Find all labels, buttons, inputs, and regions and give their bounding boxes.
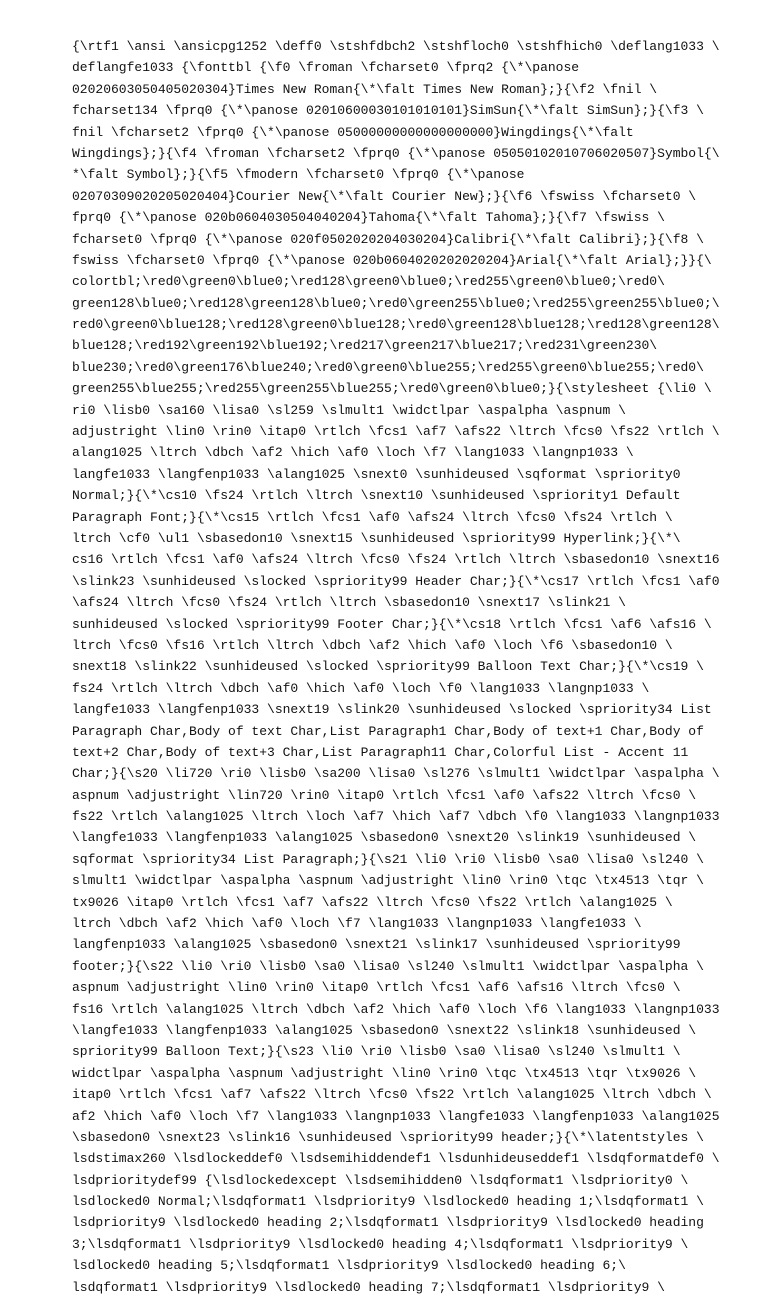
text-line: langfenp1033 \alang1025 \sbasedon0 \snext21 \slink17 \sunhideused \spriority99 [72,937,681,953]
text-line: fs16 \rtlch \alang1025 \ltrch \dbch \af2 \hich \af0 \loch \f6 \lang1033 \langnp1033 [72,1001,720,1017]
text-line: lsdqformat1 \lsdpriority9 \lsdlocked0 heading 7;\lsdqformat1 \lsdpriority9 \ [72,1279,665,1295]
text-line: 02020603050405020304}Times New Roman{\*\falt Times New Roman};}{\f2 \fnil \ [72,81,658,97]
text-line: af2 \hich \af0 \loch \f7 \lang1033 \langnp1033 \langfe1033 \langfenp1033 \alang1025 [72,1108,720,1124]
text-line: ltrch \cf0 \ul1 \sbasedon10 \snext15 \sunhideused \spriority99 Hyperlink;}{\*\ [72,530,681,546]
text-line: slmult1 \widctlpar \aspalpha \aspnum \adjustright \lin0 \rin0 \tqc \tx4513 \tqr \ [72,873,704,889]
text-line: deflangfe1033 {\fonttbl {\f0 \froman \fcharset0 \fprq2 {\*\panose [72,60,580,76]
text-line: fnil \fcharset2 \fprq0 {\*\panose 05000000000000000000}Wingdings{\*\falt [72,124,634,140]
text-line: fs22 \rtlch \alang1025 \ltrch \loch \af7 \hich \af7 \dbch \f0 \lang1033 \langnp1033 [72,809,720,825]
text-line: langfe1033 \langfenp1033 \snext19 \slink20 \sunhideused \slocked \spriority34 List [72,702,712,718]
text-line: fcharset134 \fprq0 {\*\panose 02010600030101010101}SimSun{\*\falt SimSun};}{\f3 \ [72,103,704,119]
text-line: text+2 Char,Body of text+3 Char,List Paragraph11 Char,Colorful List - Accent 11 [72,744,689,760]
text-line: \afs24 \ltrch \fcs0 \fs24 \rtlch \ltrch \sbasedon10 \snext17 \slink21 \ [72,595,626,611]
text-line: \langfe1033 \langfenp1033 \alang1025 \sbasedon0 \snext20 \slink19 \sunhideused \ [72,830,697,846]
text-line: lsdlocked0 heading 5;\lsdqformat1 \lsdpriority9 \lsdlocked0 heading 6;\ [72,1258,626,1274]
text-line: aspnum \adjustright \lin720 \rin0 \itap0 \rtlch \fcs1 \af0 \afs22 \ltrch \fcs0 \ [72,787,697,803]
text-line: 3;\lsdqformat1 \lsdpriority9 \lsdlocked0 heading 4;\lsdqformat1 \lsdpriority9 \ [72,1236,689,1252]
text-line: langfe1033 \langfenp1033 \alang1025 \snext0 \sunhideused \sqformat \spriority0 [72,466,681,482]
text-line: red0\green0\blue128;\red128\green0\blue128;\red0\green128\blue128;\red128\green128\ [72,317,720,333]
text-line: Paragraph Font;}{\*\cs15 \rtlch \fcs1 \af0 \afs24 \ltrch \fcs0 \fs24 \rtlch \ [72,509,673,525]
text-line: lsdprioritydef99 {\lsdlockedexcept \lsdsemihidden0 \lsdqformat1 \lsdpriority0 \ [72,1172,689,1188]
text-line: spriority99 Balloon Text;}{\s23 \li0 \ri0 \lisb0 \sa0 \lisa0 \sl240 \slmult1 \ [72,1044,681,1060]
text-line: fswiss \fcharset0 \fprq0 {\*\panose 020b0604020202020204}Arial{\*\falt Arial};}}{\ [72,252,712,268]
text-line: alang1025 \ltrch \dbch \af2 \hich \af0 \loch \f7 \lang1033 \langnp1033 \ [72,445,634,461]
text-line: 02070309020205020404}Courier New{\*\falt Courier New};}{\f6 \fswiss \fcharset0 \ [72,188,697,204]
text-line: ltrch \dbch \af2 \hich \af0 \loch \f7 \lang1033 \langnp1033 \langfe1033 \ [72,916,642,932]
text-line: Wingdings};}{\f4 \froman \fcharset2 \fprq0 {\*\panose 05050102010706020507}Symbol{\ [72,145,720,161]
text-line: fcharset0 \fprq0 {\*\panose 020f0502020204030204}Calibri{\*\falt Calibri};}{\f8 \ [72,231,704,247]
text-line: adjustright \lin0 \rin0 \itap0 \rtlch \fcs1 \af7 \afs22 \ltrch \fcs0 \fs22 \rtlch \ [72,424,720,440]
text-line: green128\blue0;\red128\green128\blue0;\red0\green255\blue0;\red255\green255\blue0;\ [72,295,720,311]
text-line: ri0 \lisb0 \sa160 \lisa0 \sl259 \slmult1 \widctlpar \aspalpha \aspnum \ [72,402,626,418]
text-line: widctlpar \aspalpha \aspnum \adjustright \lin0 \rin0 \tqc \tx4513 \tqr \tx9026 \ [72,1065,697,1081]
text-line: {\rtf1 \ansi \ansicpg1252 \deff0 \stshfdbch2 \stshfloch0 \stshfhich0 \deflang1033 \ [72,39,720,54]
text-line: lsdstimax260 \lsdlockeddef0 \lsdsemihiddendef1 \lsdunhideuseddef1 \lsdqformatdef0 \ [72,1151,720,1167]
text-line: \slink23 \sunhideused \slocked \spriority99 Header Char;}{\*\cs17 \rtlch \fcs1 \af0 [72,573,720,589]
text-line: aspnum \adjustright \lin0 \rin0 \itap0 \rtlch \fcs1 \af6 \afs16 \ltrch \fcs0 \ [72,980,681,996]
text-line: green255\blue255;\red255\green255\blue255;\red0\green0\blue0;}{\stylesheet {\li0 \ [72,381,712,397]
text-line: sunhideused \slocked \spriority99 Footer Char;}{\*\cs18 \rtlch \fcs1 \af6 \afs16 \ [72,616,712,632]
text-line: Normal;}{\*\cs10 \fs24 \rtlch \ltrch \snext10 \sunhideused \spriority1 Default [72,488,681,504]
text-line: sqformat \spriority34 List Paragraph;}{\s21 \li0 \ri0 \lisb0 \sa0 \lisa0 \sl240 \ [72,851,704,867]
text-line: lsdpriority9 \lsdlocked0 heading 2;\lsdqformat1 \lsdpriority9 \lsdlocked0 heading [72,1215,704,1231]
text-line: ltrch \fcs0 \fs16 \rtlch \ltrch \dbch \af2 \hich \af0 \loch \f6 \sbasedon10 \ [72,637,673,653]
text-line: fs24 \rtlch \ltrch \dbch \af0 \hich \af0 \loch \f0 \lang1033 \langnp1033 \ [72,680,650,696]
text-line: fprq0 {\*\panose 020b0604030504040204}Tahoma{\*\falt Tahoma};}{\f7 \fswiss \ [72,210,665,226]
text-line: blue230;\red0\green176\blue240;\red0\green0\blue255;\red255\green0\blue255;\red0\ [72,359,704,375]
text-line: \sbasedon0 \snext23 \slink16 \sunhideused \spriority99 header;}{\*\latentstyles \ [72,1129,704,1145]
text-line: itap0 \rtlch \fcs1 \af7 \afs22 \ltrch \fcs0 \fs22 \rtlch \alang1025 \ltrch \dbch \ [72,1087,712,1103]
text-line: tx9026 \itap0 \rtlch \fcs1 \af7 \afs22 \ltrch \fcs0 \fs22 \rtlch \alang1025 \ [72,894,673,910]
text-line: *\falt Symbol};}{\f5 \fmodern \fcharset0 \fprq0 {\*\panose [72,167,525,183]
text-line: snext18 \slink22 \sunhideused \slocked \spriority99 Balloon Text Char;}{\*\cs19 \ [72,659,704,675]
text-line: \langfe1033 \langfenp1033 \alang1025 \sbasedon0 \snext22 \slink18 \sunhideused \ [72,1022,697,1038]
text-line: Char;}{\s20 \li720 \ri0 \lisb0 \sa200 \lisa0 \sl276 \slmult1 \widctlpar \aspalpha \ [72,766,720,782]
text-line: cs16 \rtlch \fcs1 \af0 \afs24 \ltrch \fcs0 \fs24 \rtlch \ltrch \sbasedon10 \snext16 [72,552,720,568]
text-line: colortbl;\red0\green0\blue0;\red128\green0\blue0;\red255\green0\blue0;\red0\ [72,274,665,290]
text-line: Paragraph Char,Body of text Char,List Paragraph1 Char,Body of text+1 Char,Body of [72,723,704,739]
text-line: blue128;\red192\green192\blue192;\red217\green217\blue217;\red231\green230\ [72,338,658,354]
text-line: footer;}{\s22 \li0 \ri0 \lisb0 \sa0 \lisa0 \sl240 \slmult1 \widctlpar \aspalpha \ [72,958,704,974]
rtf-source-text [72,36,732,1298]
text-line: lsdlocked0 Normal;\lsdqformat1 \lsdpriority9 \lsdlocked0 heading 1;\lsdqformat1 \ [72,1194,704,1210]
